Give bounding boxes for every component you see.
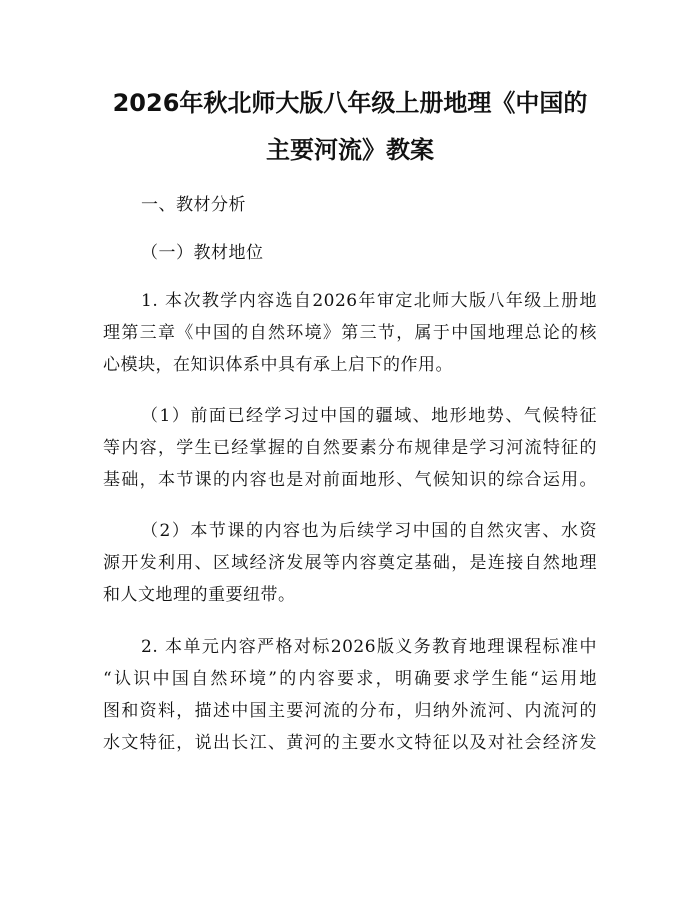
paragraph-2-line-2: 等内容，学生已经掌握的自然要素分布规律是学习河流特征的 xyxy=(103,438,597,458)
paragraph-2-line-1: （1）前面已经学习过中国的疆域、地形地势、气候特征 xyxy=(141,406,597,426)
paragraph-1-line-1: 1. 本次教学内容选自2026年审定北师大版八年级上册地 xyxy=(141,291,597,311)
paragraph-2-line-3: 基础，本节课的内容也是对前面地形、气候知识的综合运用。 xyxy=(103,470,597,490)
paragraph-3-line-2: 源开发利用、区域经济发展等内容奠定基础，是连接自然地理 xyxy=(103,553,597,573)
document-title-line-1: 2026年秋北师大版八年级上册地理《中国的 xyxy=(112,89,588,117)
paragraph-4-line-4: 水文特征，说出长江、黄河的主要水文特征以及对社会经济发 xyxy=(103,733,597,753)
paragraph-1-line-3: 心模块，在知识体系中具有承上启下的作用。 xyxy=(103,355,453,375)
paragraph-3-line-3: 和人文地理的重要纽带。 xyxy=(103,585,296,605)
document-title-line-2: 主要河流》教案 xyxy=(266,136,434,164)
paragraph-3-line-1: （2）本节课的内容也为后续学习中国的自然灾害、水资 xyxy=(141,521,597,541)
paragraph-4-line-1: 2. 本单元内容严格对标2026版义务教育地理课程标准中 xyxy=(141,637,597,657)
paragraph-4-line-3: 图和资料，描述中国主要河流的分布，归纳外流河、内流河的 xyxy=(103,701,597,721)
paragraph-4-line-2: “认识中国自然环境”的内容要求，明确要求学生能“运用地 xyxy=(103,669,597,689)
subsection-heading: （一）教材地位 xyxy=(141,243,264,263)
paragraph-1-line-2: 理第三章《中国的自然环境》第三节，属于中国地理总论的核 xyxy=(103,323,597,343)
section-heading: 一、教材分析 xyxy=(141,195,246,215)
